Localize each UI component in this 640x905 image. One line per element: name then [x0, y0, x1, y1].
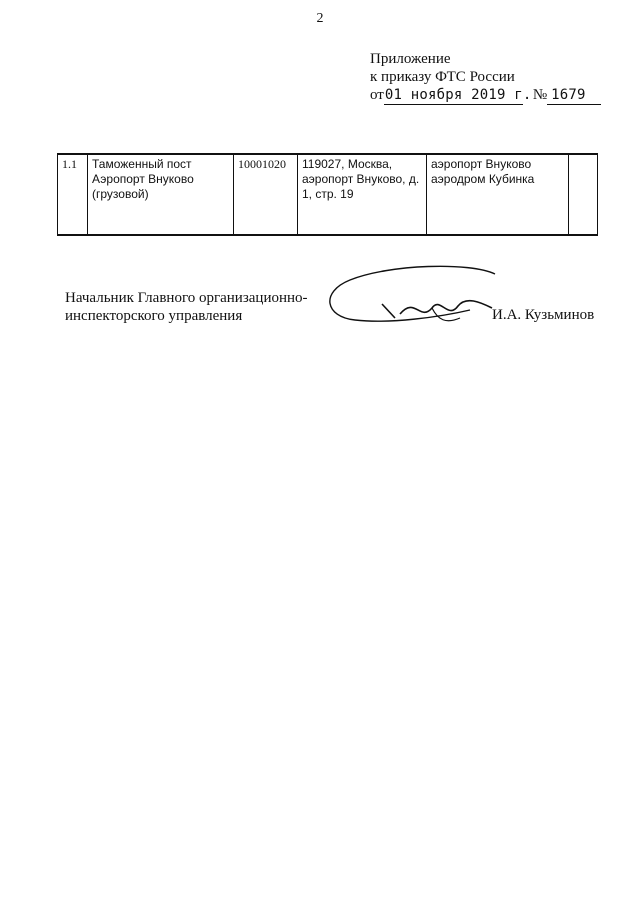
- order-number: 1679: [547, 86, 601, 105]
- cell-index: 1.1: [58, 154, 88, 235]
- order-date: 01 ноября 2019 г.: [384, 87, 532, 103]
- position-line-2: инспекторского управления: [65, 308, 243, 324]
- table-row: [58, 154, 598, 235]
- from-label: от: [370, 87, 384, 103]
- signer-name: И.А. Кузьминов: [492, 307, 595, 323]
- appendix-title: Приложение: [370, 51, 451, 67]
- cell-zone: аэропорт Внуково аэродром Кубинка: [427, 154, 569, 235]
- number-sign: №: [532, 87, 548, 103]
- appendix-header: [370, 50, 601, 105]
- position-line-1: Начальник Главного организационно-: [65, 290, 308, 306]
- appendix-order-ref: к приказу ФТС России: [370, 69, 515, 85]
- registry-table: [57, 153, 598, 236]
- cell-code: 10001020: [234, 154, 298, 235]
- cell-extra: [569, 154, 598, 235]
- cell-post-name: Таможенный пост Аэропорт Внуково (грузовой): [88, 154, 234, 235]
- page-number: 2: [316, 11, 324, 26]
- order-date-number: [370, 86, 601, 105]
- handwritten-signature: [320, 262, 520, 332]
- signature-position: [65, 289, 308, 325]
- cell-address: 119027, Москва, аэропорт Внуково, д. 1, стр. 19: [298, 154, 427, 235]
